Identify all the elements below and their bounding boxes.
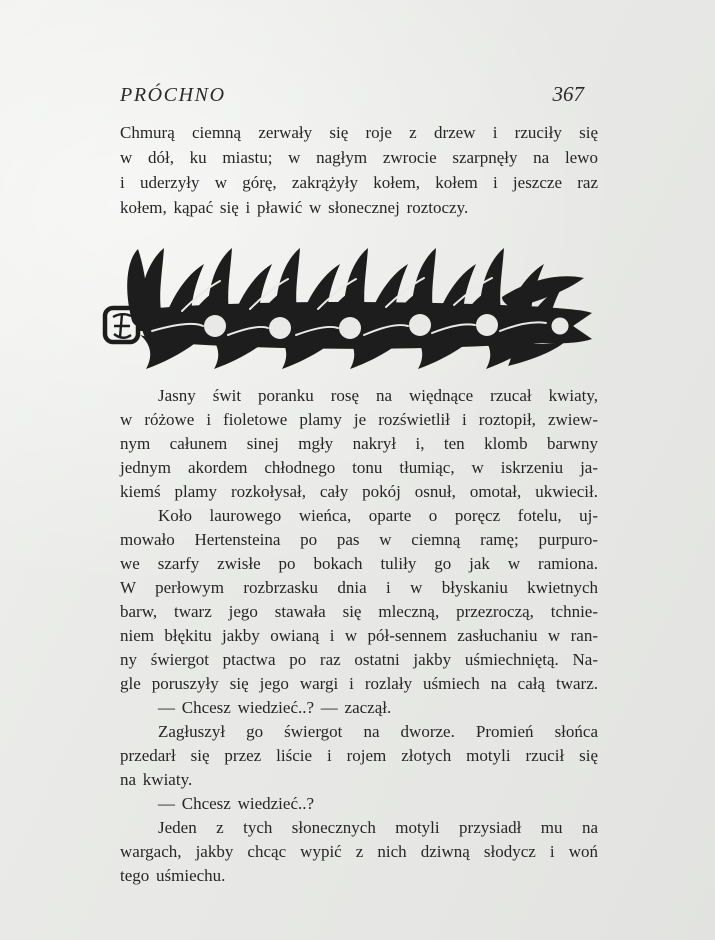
laurel-ornament	[102, 247, 594, 374]
text-line: tego uśmiechu.	[120, 866, 226, 885]
text-line: mowało Hertensteina po pas w ciemną ramę; purpuro-	[120, 530, 598, 549]
paragraph-block-lower	[120, 384, 598, 888]
page-header	[120, 82, 598, 107]
text-line: gle poruszyły się jego wargi i rozlały uśmiech na całą twarz.	[120, 674, 598, 693]
text-line: kołem, kąpać się i pławić w słonecznej roztoczy.	[120, 198, 469, 217]
text-line: kiemś plamy rozkołysał, cały pokój osnuł, omotał, ukwiecił.	[120, 482, 598, 501]
text-line: Chmurą ciemną zerwały się roje z drzew i rzuciły się	[120, 123, 598, 142]
text-line: ny świergot ptactwa po raz ostatni jakby uśmiechniętą. Na-	[120, 650, 598, 669]
paragraph-block-upper	[120, 120, 598, 220]
text-line: niem błękitu jakby owianą i w pół-sennem zasłuchaniu w ran-	[120, 626, 598, 645]
text-line: we szarfy zwisłe po bokach tuliły go jak w ramiona.	[120, 554, 598, 573]
page-number: 367	[552, 82, 584, 106]
laurel-branch-illustration	[102, 247, 594, 374]
text-line: jednym akordem chłodnego tonu tłumiąc, w iskrzeniu ja-	[120, 458, 598, 477]
text-line: Jeden z tych słonecznych motyli przysiadł mu na	[158, 818, 598, 837]
text-line: Zagłuszył go świergot na dworze. Promień słońca	[158, 722, 598, 741]
text-line: w dół, ku miastu; w nagłym zwrocie szarpnęły na lewo	[120, 148, 598, 167]
running-title: PRÓCHNO	[120, 84, 226, 106]
text-line: i uderzyły w górę, zakrążyły kołem, kołem i jeszcze raz	[120, 173, 598, 192]
text-line: Koło laurowego wieńca, oparte o poręcz fotelu, uj-	[158, 506, 598, 525]
text-line: barw, twarz jego stawała się mleczną, przezroczą, tchnie-	[120, 602, 598, 621]
text-line: — Chcesz wiedzieć..?	[158, 794, 315, 813]
text-line: w różowe i fioletowe plamy je rozświetlił i roztopił, zwiew-	[120, 410, 598, 429]
text-line: wargach, jakby chcąc wypić z nich dziwną słodycz i woń	[120, 842, 598, 861]
text-line: Jasny świt poranku rosę na więdnące rzucał kwiaty,	[158, 386, 598, 405]
text-line: nym całunem sinej mgły nakrył i, ten klomb barwny	[120, 434, 598, 453]
text-line: W perłowym rozbrzasku dnia i w błyskaniu kwietnych	[120, 578, 598, 597]
text-line: — Chcesz wiedzieć..? — zaczął.	[158, 698, 392, 717]
text-line: na kwiaty.	[120, 770, 193, 789]
text-line: przedarł się przez liście i rojem złotych motyli rzucił się	[120, 746, 598, 765]
